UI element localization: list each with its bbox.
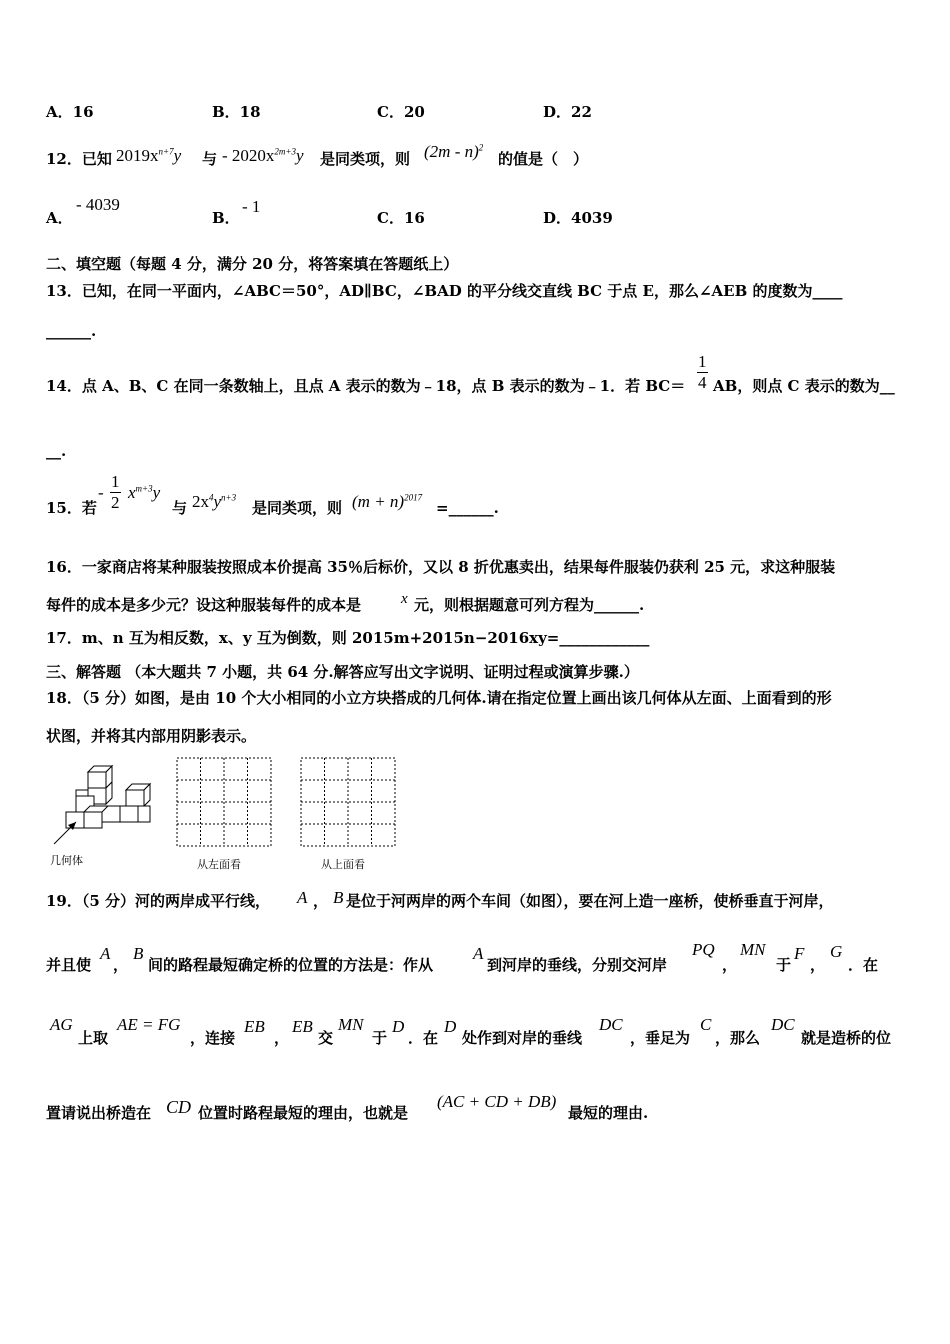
q15-term1: $x^{m+3}y$ xyxy=(128,483,161,502)
q13-line1: 13．已知，在同一平面内，∠ABC＝50°，AD∥BC，∠BAD 的平分线交直线 BC 于点 E，那么∠AEB 的度数为____ xyxy=(46,282,843,300)
q11-option-a: A．16 xyxy=(46,103,94,121)
q12-option-a-value: - 4039 xyxy=(76,195,120,214)
q14-after: AB，则点 C 表示的数为__ xyxy=(713,377,895,395)
q18-left-view-grid[interactable] xyxy=(176,757,272,847)
q16-line1: 16．一家商店将某种服装按照成本价提高 35％后标价，又以 8 折优惠卖出，结果每件服装仍获利 25 元，求这种服装 xyxy=(46,558,836,576)
q12-term2: - $2020x^{2m+3}y$ xyxy=(222,146,304,165)
q14-fraction: $\frac{1}{4}$ xyxy=(698,352,707,392)
q18-line1: 18．（5 分）如图，是由 10 个大小相同的小立方块搭成的几何体.请在指定位置上画出该几何体从左面、上面看到的形 xyxy=(46,689,832,707)
q15-term2: $2x^4y^{n+3}$ xyxy=(192,492,237,511)
q12-expression: (2m - n)$^2$ xyxy=(424,142,484,161)
q15-fraction: $\frac{1}{2}$ xyxy=(111,472,120,512)
q18-caption-left: 从左面看 xyxy=(197,858,241,871)
q12-option-b-value: - 1 xyxy=(242,197,261,216)
q12-term1: $2019x^{n+7}y$ xyxy=(116,146,182,165)
q11-option-d: D．22 xyxy=(543,103,592,121)
q14-text: 14．点 A、B、C 在同一条数轴上，且点 A 表示的数为﹣18，点 B 表示的数为﹣1．若 BC＝ xyxy=(46,377,686,395)
q18-caption-solid: 几何体 xyxy=(50,854,83,867)
q12-option-b-label: B． xyxy=(212,209,240,227)
q18-solid-figure xyxy=(46,760,156,852)
q13-line2: ______. xyxy=(46,322,97,340)
section3-title: 三、解答题 （本大题共 7 小题，共 64 分.解答应写出文字说明、证明过程或演算步骤.） xyxy=(46,663,639,681)
q12-option-c: C．16 xyxy=(377,209,425,227)
q15-expression: $(m + n)^{2017}$ xyxy=(352,492,423,511)
q12-option-d: D．4039 xyxy=(543,209,613,227)
section2-title: 二、填空题（每题 4 分，满分 20 分，将答案填在答题纸上） xyxy=(46,255,459,273)
q12-number: 12．已知 xyxy=(46,150,112,168)
q18-caption-top: 从上面看 xyxy=(321,858,365,871)
q11-option-b: B．18 xyxy=(212,103,261,121)
q12-option-a-label: A． xyxy=(46,209,73,227)
q18-top-view-grid[interactable] xyxy=(300,757,396,847)
q17-text: 17．m、n 互为相反数，x、y 互为倒数，则 2015m+2015n−2016xy=____________ xyxy=(46,629,650,647)
q11-option-c: C．20 xyxy=(377,103,425,121)
q18-line2: 状图，并将其内部用阴影表示。 xyxy=(46,727,257,745)
q14-line2: __. xyxy=(46,442,67,460)
